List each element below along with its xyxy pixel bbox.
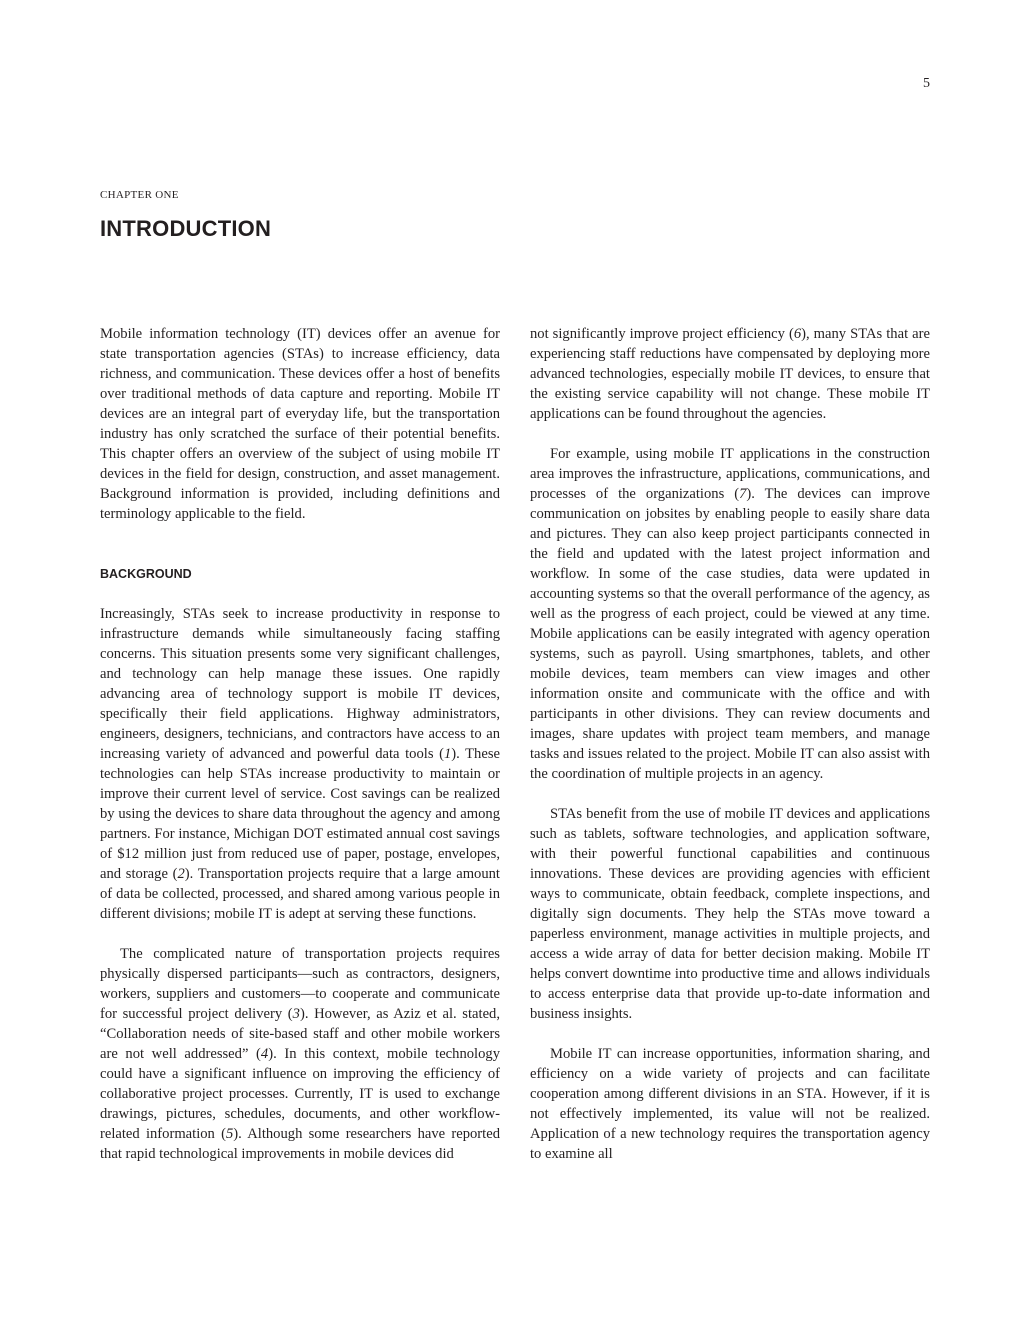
chapter-title: INTRODUCTION [100, 216, 272, 241]
citation-ref: 3 [292, 1006, 300, 1022]
citation-ref: 7 [739, 486, 747, 502]
intro-paragraph: Mobile information technology (IT) devices offer an avenue for state transportation agencies (STAs) to increase efficiency, data richness, and communication. These devices offer a host of benefits over traditional methods of data capture and reporting. Mobile IT devices are an integral part of everyday life, but the transportation industry has only scratched the surface of their potential benefits. This chapter offers an overview of the subject of using mobile IT devices in the field for design, construction, and asset management. Background information is provided, including definitions and terminology applicable to the field. [100, 326, 500, 522]
page-number: 5 [923, 76, 930, 91]
citation-ref: 1 [443, 746, 452, 762]
citation-ref: 5 [225, 1126, 234, 1142]
benefits-paragraph: STAs benefit from the use of mobile IT devices and applications such as tablets, software technologies, and application software, with their powerful functional capabilities and continuous innovations. These devices are providing agencies with efficient ways to communicate, obtain feedback, complete inspections, and digitally sign documents. They help the STAs move toward a paperless environment, manage activities in multiple projects, and access a wide array of data for better decision making. Mobile IT helps convert downtime into productive time and allows individuals to access enterprise data that provide up-to-date information and business insights. [530, 806, 930, 1022]
background-paragraph-2: The complicated nature of transportation projects requires physically dispersed participants—such as contractors, designers, workers, suppliers and customers—to cooperate and communicate for successful project delivery (3). However, as Aziz et al. stated, “Collaboration needs of site-based staff and other mobile workers are not well addressed” (4). In this context, mobile technology could have a significant influence on improving the efficiency of collaborative project processes. Currently, IT is used to exchange drawings, pictures, schedules, documents, and other workflow-related information (5). Although some researchers have reported that rapid technological improvements in mobile devices did [100, 946, 501, 1162]
section-heading-background: BACKGROUND [100, 567, 192, 581]
citation-ref: 4 [260, 1046, 269, 1062]
chapter-label: CHAPTER ONE [100, 189, 179, 201]
opportunities-paragraph: Mobile IT can increase opportunities, information sharing, and efficiency on a wide variety of projects and can facilitate cooperation among different divisions in an STA. However, if it is not effectively implemented, its value will not be realized. Application of a new technology requires the transportation agency to examine all [530, 1046, 930, 1162]
background-paragraph-1: Increasingly, STAs seek to increase productivity in response to infrastructure demands while simultaneously facing staffing concerns. This situation presents some very significant challenges, and technology can help manage these issues. One rapidly advancing area of technology support is mobile IT devices, specifically their field applications. Highway administrators, engineers, designers, technicians, and contractors have access to an increasing variety of advanced and powerful data tools (1). These technologies can help STAs increase productivity to maintain or improve their current level of service. Cost savings can be realized by using the devices to share data throughout the agency and among partners. For instance, Michigan DOT estimated annual cost savings of $12 million just from reduced use of paper, postage, envelopes, and storage (2). Transportation projects require that a large amount of data be collected, processed, and shared among various people in different divisions; mobile IT is adept at serving these functions. [100, 606, 500, 922]
continued-paragraph: not significantly improve project efficiency (6), many STAs that are experiencing staff reductions have compensated by deploying more advanced technologies, especially mobile IT devices, to ensure that the existing service capability will not change. These mobile IT applications can be found throughout the agencies. [530, 326, 930, 422]
left-column [100, 324, 500, 1164]
right-column [530, 324, 930, 1164]
citation-ref: 6 [793, 326, 802, 342]
citation-ref: 2 [177, 866, 185, 882]
example-paragraph: For example, using mobile IT applications in the construction area improves the infrastructure, applications, communications, and processes of the organizations (7). The devices can improve communication on jobsites by enabling people to easily share data and pictures. They can also keep project participants connected in the field and updated with the latest project information and workflow. In some of the case studies, data were updated in accounting systems so that the overall performance of the agency, as well as the progress of each project, could be viewed at any time. Mobile applications can be easily integrated with agency operation systems, such as payroll. Using smartphones, tablets, and other mobile devices, team members can view images and other information onsite and communicate with the office and with participants in other divisions. They can review documents and images, share updates with project team members, and manage tasks and issues related to the project. Mobile IT can also assist with the coordination of multiple projects in an agency. [530, 446, 930, 782]
